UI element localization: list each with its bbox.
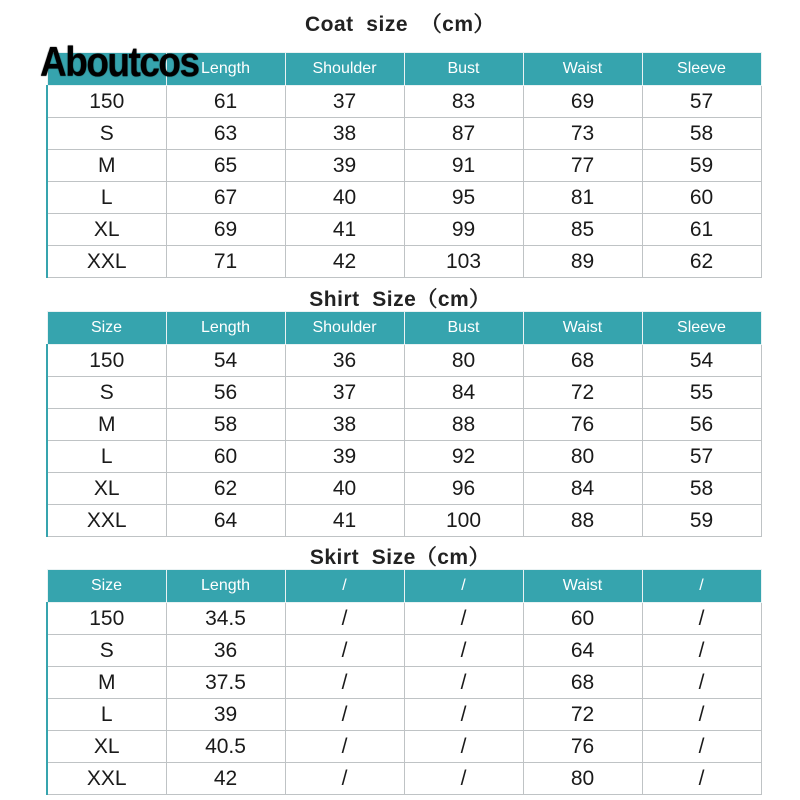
measurement-cell: 62 bbox=[166, 473, 285, 505]
measurement-cell: 71 bbox=[166, 246, 285, 278]
column-header: Bust bbox=[404, 53, 523, 86]
column-header: Size bbox=[47, 570, 166, 603]
measurement-cell: 62 bbox=[642, 246, 761, 278]
measurement-cell: 84 bbox=[404, 377, 523, 409]
measurement-cell: 36 bbox=[285, 345, 404, 377]
table-row bbox=[47, 246, 761, 278]
table-row bbox=[47, 214, 761, 246]
measurement-cell: 40.5 bbox=[166, 731, 285, 763]
table-row bbox=[47, 763, 761, 795]
measurement-cell: 60 bbox=[166, 441, 285, 473]
measurement-cell: 39 bbox=[285, 441, 404, 473]
measurement-cell: 84 bbox=[523, 473, 642, 505]
measurement-cell: 80 bbox=[523, 763, 642, 795]
measurement-cell: 42 bbox=[166, 763, 285, 795]
size-cell: S bbox=[47, 118, 166, 150]
measurement-cell: 85 bbox=[523, 214, 642, 246]
measurement-cell: 64 bbox=[166, 505, 285, 537]
size-cell: 150 bbox=[47, 86, 166, 118]
measurement-cell: 87 bbox=[404, 118, 523, 150]
measurement-cell: 69 bbox=[166, 214, 285, 246]
column-header: / bbox=[404, 570, 523, 603]
measurement-cell: 96 bbox=[404, 473, 523, 505]
measurement-cell: / bbox=[642, 699, 761, 731]
column-header: / bbox=[642, 570, 761, 603]
measurement-cell: 92 bbox=[404, 441, 523, 473]
size-cell: XL bbox=[47, 731, 166, 763]
column-header: Sleeve bbox=[642, 53, 761, 86]
measurement-cell: / bbox=[404, 603, 523, 635]
measurement-cell: 40 bbox=[285, 182, 404, 214]
measurement-cell: 88 bbox=[404, 409, 523, 441]
measurement-cell: 38 bbox=[285, 409, 404, 441]
table-row bbox=[47, 150, 761, 182]
measurement-cell: / bbox=[404, 699, 523, 731]
table-row bbox=[47, 603, 761, 635]
table-row bbox=[47, 635, 761, 667]
measurement-cell: / bbox=[642, 603, 761, 635]
table-row bbox=[47, 667, 761, 699]
measurement-cell: / bbox=[642, 731, 761, 763]
column-header: / bbox=[285, 570, 404, 603]
column-header: Length bbox=[166, 312, 285, 345]
size-cell: XXL bbox=[47, 246, 166, 278]
size-cell: L bbox=[47, 182, 166, 214]
size-cell: M bbox=[47, 150, 166, 182]
table-header-row bbox=[47, 570, 761, 603]
measurement-cell: / bbox=[285, 763, 404, 795]
column-header: Waist bbox=[523, 53, 642, 86]
measurement-cell: 56 bbox=[642, 409, 761, 441]
measurement-cell: 64 bbox=[523, 635, 642, 667]
size-cell: 150 bbox=[47, 603, 166, 635]
measurement-cell: 63 bbox=[166, 118, 285, 150]
size-cell: M bbox=[47, 667, 166, 699]
measurement-cell: 39 bbox=[285, 150, 404, 182]
measurement-cell: 72 bbox=[523, 699, 642, 731]
measurement-cell: 36 bbox=[166, 635, 285, 667]
measurement-cell: 57 bbox=[642, 441, 761, 473]
size-cell: L bbox=[47, 441, 166, 473]
measurement-cell: 69 bbox=[523, 86, 642, 118]
size-cell: 150 bbox=[47, 345, 166, 377]
measurement-cell: 37.5 bbox=[166, 667, 285, 699]
size-cell: XXL bbox=[47, 763, 166, 795]
measurement-cell: 58 bbox=[642, 473, 761, 505]
table-row bbox=[47, 699, 761, 731]
table-row bbox=[47, 86, 761, 118]
measurement-cell: 80 bbox=[404, 345, 523, 377]
measurement-cell: 89 bbox=[523, 246, 642, 278]
measurement-cell: 88 bbox=[523, 505, 642, 537]
size-cell: XL bbox=[47, 473, 166, 505]
brand-logo: Aboutcos bbox=[40, 39, 199, 86]
table-header-row bbox=[47, 312, 761, 345]
coat-size-title: Coat size （cm） bbox=[304, 13, 496, 36]
measurement-cell: 77 bbox=[523, 150, 642, 182]
measurement-cell: 54 bbox=[166, 345, 285, 377]
size-cell: M bbox=[47, 409, 166, 441]
measurement-cell: 67 bbox=[166, 182, 285, 214]
measurement-cell: / bbox=[404, 763, 523, 795]
measurement-cell: 61 bbox=[166, 86, 285, 118]
measurement-cell: 37 bbox=[285, 86, 404, 118]
table-row bbox=[47, 473, 761, 505]
measurement-cell: 39 bbox=[166, 699, 285, 731]
measurement-cell: 58 bbox=[642, 118, 761, 150]
shirt-size-table bbox=[46, 311, 762, 537]
measurement-cell: / bbox=[404, 635, 523, 667]
skirt-size-table bbox=[46, 569, 762, 795]
column-header: Length bbox=[166, 53, 285, 86]
size-cell: S bbox=[47, 635, 166, 667]
measurement-cell: / bbox=[642, 763, 761, 795]
shirt-size-title: Shirt Size（cm） bbox=[309, 288, 491, 311]
size-cell: XXL bbox=[47, 505, 166, 537]
measurement-cell: / bbox=[285, 635, 404, 667]
table-row bbox=[47, 731, 761, 763]
measurement-cell: 58 bbox=[166, 409, 285, 441]
measurement-cell: 56 bbox=[166, 377, 285, 409]
table-row bbox=[47, 505, 761, 537]
measurement-cell: 103 bbox=[404, 246, 523, 278]
measurement-cell: 81 bbox=[523, 182, 642, 214]
measurement-cell: 73 bbox=[523, 118, 642, 150]
measurement-cell: 80 bbox=[523, 441, 642, 473]
measurement-cell: 37 bbox=[285, 377, 404, 409]
table-row bbox=[47, 118, 761, 150]
measurement-cell: / bbox=[285, 731, 404, 763]
measurement-cell: 59 bbox=[642, 505, 761, 537]
table-row bbox=[47, 409, 761, 441]
measurement-cell: 40 bbox=[285, 473, 404, 505]
size-cell: XL bbox=[47, 214, 166, 246]
measurement-cell: 55 bbox=[642, 377, 761, 409]
measurement-cell: 76 bbox=[523, 731, 642, 763]
measurement-cell: 54 bbox=[642, 345, 761, 377]
measurement-cell: 100 bbox=[404, 505, 523, 537]
column-header: Shoulder bbox=[285, 53, 404, 86]
measurement-cell: / bbox=[285, 603, 404, 635]
table-row bbox=[47, 377, 761, 409]
measurement-cell: / bbox=[285, 667, 404, 699]
table-row bbox=[47, 441, 761, 473]
measurement-cell: / bbox=[404, 731, 523, 763]
skirt-size-title: Skirt Size（cm） bbox=[309, 546, 491, 569]
measurement-cell: / bbox=[404, 667, 523, 699]
measurement-cell: 68 bbox=[523, 345, 642, 377]
measurement-cell: 95 bbox=[404, 182, 523, 214]
measurement-cell: / bbox=[285, 699, 404, 731]
measurement-cell: 41 bbox=[285, 214, 404, 246]
column-header: Waist bbox=[523, 312, 642, 345]
measurement-cell: 65 bbox=[166, 150, 285, 182]
column-header: Sleeve bbox=[642, 312, 761, 345]
measurement-cell: 59 bbox=[642, 150, 761, 182]
measurement-cell: 60 bbox=[642, 182, 761, 214]
measurement-cell: 72 bbox=[523, 377, 642, 409]
column-header: Waist bbox=[523, 570, 642, 603]
column-header: Length bbox=[166, 570, 285, 603]
measurement-cell: 99 bbox=[404, 214, 523, 246]
measurement-cell: 83 bbox=[404, 86, 523, 118]
measurement-cell: 38 bbox=[285, 118, 404, 150]
table-row bbox=[47, 345, 761, 377]
measurement-cell: 57 bbox=[642, 86, 761, 118]
table-row bbox=[47, 182, 761, 214]
column-header: Shoulder bbox=[285, 312, 404, 345]
measurement-cell: 68 bbox=[523, 667, 642, 699]
measurement-cell: 91 bbox=[404, 150, 523, 182]
size-cell: L bbox=[47, 699, 166, 731]
size-cell: S bbox=[47, 377, 166, 409]
measurement-cell: 76 bbox=[523, 409, 642, 441]
measurement-cell: 34.5 bbox=[166, 603, 285, 635]
measurement-cell: 41 bbox=[285, 505, 404, 537]
measurement-cell: 61 bbox=[642, 214, 761, 246]
measurement-cell: 60 bbox=[523, 603, 642, 635]
measurement-cell: / bbox=[642, 667, 761, 699]
measurement-cell: 42 bbox=[285, 246, 404, 278]
column-header: Bust bbox=[404, 312, 523, 345]
column-header: Size bbox=[47, 312, 166, 345]
measurement-cell: / bbox=[642, 635, 761, 667]
